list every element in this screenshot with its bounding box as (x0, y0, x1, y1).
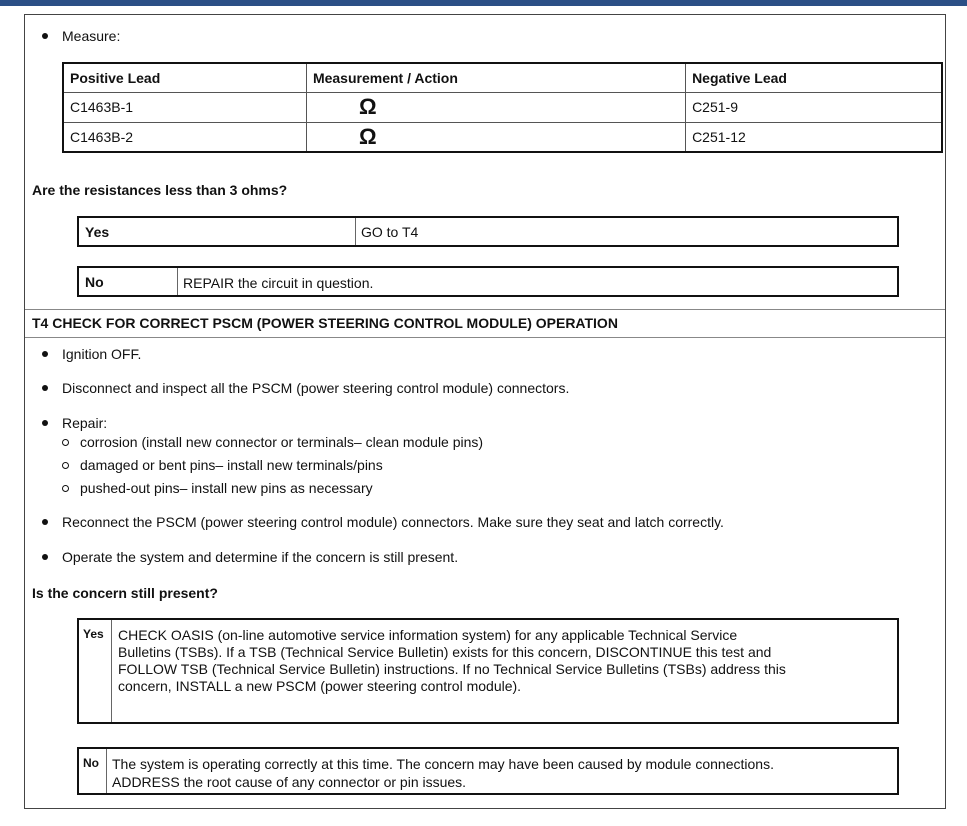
ohm-icon: Ω (306, 122, 685, 152)
table-row (63, 122, 942, 152)
bullet-icon (42, 33, 48, 39)
answer-no-box (77, 747, 899, 795)
step-operate: Operate the system and determine if the concern is still present. (62, 549, 459, 565)
ohm-icon: Ω (306, 92, 685, 122)
no-text-line: ADDRESS the root cause of any connector or pin issues. (112, 774, 467, 790)
step-ignition-off: Ignition OFF. (62, 346, 142, 362)
bullet-icon (42, 519, 48, 525)
answer-yes-box (77, 618, 899, 724)
bullet-icon (42, 554, 48, 560)
yes-text-line: FOLLOW TSB (Technical Service Bulletin) instructions. If no Technical Service Bulletins (TSBs) address this (118, 661, 786, 677)
no-label: No (85, 274, 104, 290)
cell-negative-lead: C251-9 (686, 92, 942, 122)
bullet-icon (42, 351, 48, 357)
yes-action: GO to T4 (361, 224, 419, 240)
section-divider (25, 309, 945, 310)
window-top-bar (0, 0, 967, 6)
measure-label: Measure: (62, 28, 121, 44)
header-positive-lead: Positive Lead (63, 63, 306, 92)
circle-bullet-icon (62, 439, 69, 446)
step-reconnect: Reconnect the PSCM (power steering control module) connectors. Make sure they seat and latch correctly. (62, 514, 724, 530)
step-repair: Repair: (62, 415, 108, 431)
question-resistance: Are the resistances less than 3 ohms? (32, 182, 288, 198)
answer-no-box (77, 266, 899, 297)
header-measurement-action: Measurement / Action (306, 63, 685, 92)
yes-text-line: CHECK OASIS (on-line automotive service information system) for any applicable Technical Service (118, 627, 738, 643)
section-divider (25, 337, 945, 338)
yes-label: Yes (83, 627, 104, 641)
repair-item: pushed-out pins– install new pins as necessary (80, 480, 373, 496)
repair-item: corrosion (install new connector or terminals– clean module pins) (80, 434, 484, 450)
cell-positive-lead: C1463B-2 (63, 122, 306, 152)
circle-bullet-icon (62, 462, 69, 469)
no-text-line: The system is operating correctly at this time. The concern may have been caused by module connections. (112, 756, 774, 772)
cell-negative-lead: C251-12 (686, 122, 942, 152)
yes-text-line: concern, INSTALL a new PSCM (power steering control module). (118, 678, 522, 694)
header-negative-lead: Negative Lead (686, 63, 942, 92)
step-disconnect: Disconnect and inspect all the PSCM (power steering control module) connectors. (62, 380, 570, 396)
no-action: REPAIR the circuit in question. (183, 275, 374, 291)
repair-item: damaged or bent pins– install new terminals/pins (80, 457, 383, 473)
circle-bullet-icon (62, 485, 69, 492)
question-concern: Is the concern still present? (32, 585, 218, 601)
yes-text-line: Bulletins (TSBs). If a TSB (Technical Service Bulletin) exists for this concern, DISCONTINUE this test and (118, 644, 772, 660)
answer-yes-box (77, 216, 899, 247)
yes-label: Yes (85, 224, 110, 240)
bullet-icon (42, 385, 48, 391)
cell-positive-lead: C1463B-1 (63, 92, 306, 122)
table-row (63, 92, 942, 122)
measurement-table (62, 62, 943, 153)
table-header-row (63, 63, 942, 92)
no-label: No (83, 756, 99, 770)
bullet-icon (42, 420, 48, 426)
t4-heading: T4 CHECK FOR CORRECT PSCM (POWER STEERING CONTROL MODULE) OPERATION (32, 315, 618, 331)
